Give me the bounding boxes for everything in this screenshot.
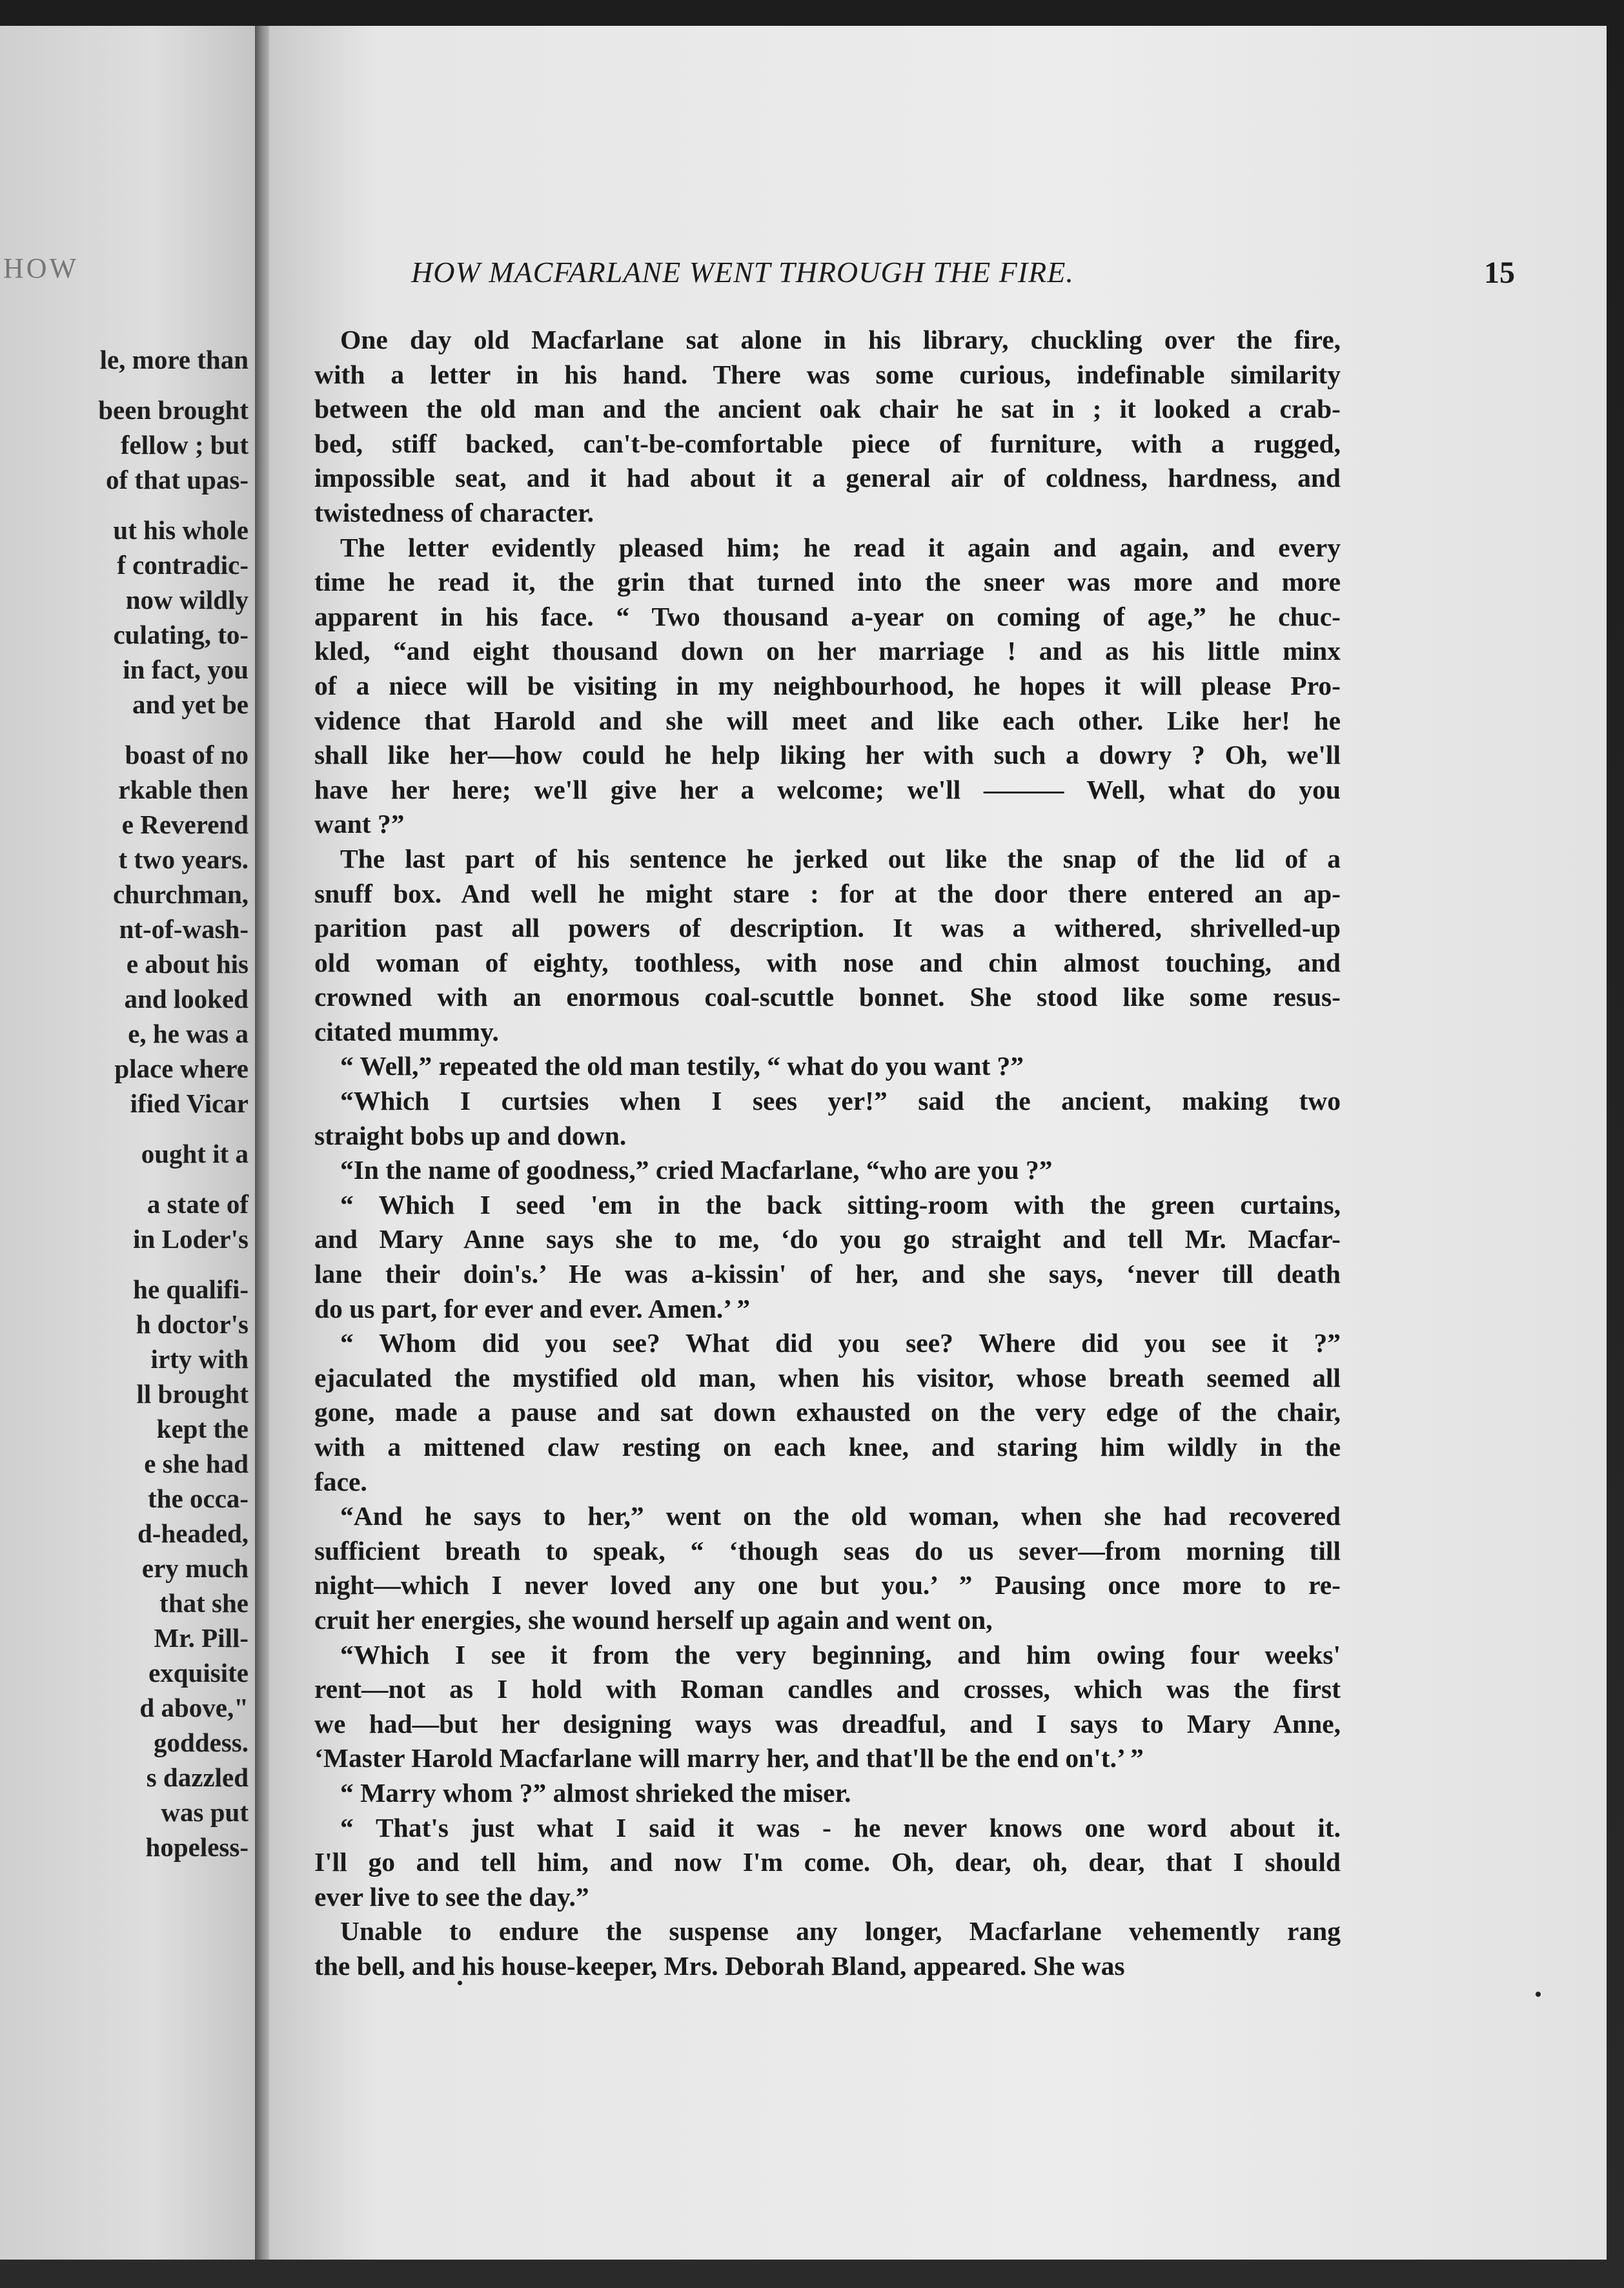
text-line: “ Which I seed 'em in the back sitting-room with the green curtains, — [340, 1189, 1341, 1220]
paragraph — [314, 1499, 1341, 1637]
left-page-line: now wildly — [125, 585, 249, 615]
text-line: cruit her energies, she wound herself up again and went on, — [314, 1604, 993, 1635]
left-page-line: was put — [161, 1797, 249, 1827]
book-gutter — [255, 26, 269, 2260]
left-page-line: ought it a — [141, 1139, 249, 1169]
text-line: time he read it, the grin that turned into the sneer was more and more — [314, 567, 1341, 597]
text-line: Unable to endure the suspense any longer, Macfarlane vehemently rang — [340, 1916, 1341, 1946]
left-page-line: Mr. Pill- — [154, 1623, 249, 1653]
left-page-line: e about his — [126, 949, 249, 979]
paragraph — [314, 323, 1341, 531]
text-line: crowned with an enormous coal-scuttle bonnet. She stood like some resus- — [314, 982, 1341, 1012]
left-page-line: hopeless- — [145, 1832, 249, 1862]
text-line: ejaculated the mystified old man, when his visitor, whose breath seemed all — [314, 1362, 1341, 1393]
left-page-line: irty with — [150, 1344, 249, 1374]
left-page-line: ut his whole — [113, 515, 249, 545]
left-page-line: s dazzled — [146, 1762, 249, 1792]
paragraph — [314, 1326, 1341, 1499]
text-line: parition past all powers of description. It was a withered, shrivelled-up — [314, 913, 1341, 943]
left-page-line: churchman, — [113, 879, 249, 909]
text-line: vidence that Harold and she will meet and like each other. Like her! he — [314, 705, 1341, 735]
left-page-line: been brought — [98, 395, 249, 425]
left-page-line: in Loder's — [133, 1224, 249, 1254]
margin-speck — [1536, 1992, 1541, 1997]
text-line: “ That's just what I said it was - he never knows one word about it. — [340, 1812, 1341, 1843]
text-line: “ Well,” repeated the old man testily, “ what do you want ?” — [340, 1051, 1024, 1081]
text-line: bed, stiff backed, can't-be-comfortable piece of furniture, with a rugged, — [314, 428, 1341, 458]
text-line: face. — [314, 1466, 367, 1496]
left-page-line: and looked — [124, 984, 249, 1014]
left-page-line: kept the — [156, 1414, 249, 1444]
text-line: and Mary Anne says she to me, ‘do you go straight and tell Mr. Macfar- — [314, 1224, 1341, 1254]
left-page-line: boast of no — [125, 740, 249, 770]
left-page-line — [0, 1256, 249, 1272]
left-page-line: goddess. — [154, 1728, 249, 1757]
left-page-line: f contradic- — [117, 550, 249, 580]
text-line: The letter evidently pleased him; he read it again and again, and every — [340, 532, 1341, 562]
left-page-line — [0, 1121, 249, 1136]
paragraph — [314, 531, 1341, 842]
text-line: want ?” — [314, 809, 405, 839]
text-line: have her here; we'll give her a welcome; we'll ——— Well, what do you — [314, 774, 1341, 804]
left-page-line: ery much — [141, 1553, 249, 1583]
paragraph — [314, 1776, 1341, 1811]
left-page-line: ified Vicar — [130, 1088, 249, 1118]
left-page-line: h doctor's — [136, 1309, 249, 1339]
left-page-line: that she — [159, 1588, 249, 1618]
left-page-line: e, he was a — [128, 1019, 249, 1048]
left-page-line — [0, 497, 249, 513]
left-page-text-column — [0, 342, 249, 1864]
paragraph — [314, 1188, 1341, 1326]
left-page-line: le, more than — [99, 345, 249, 374]
left-page-line: d above," — [139, 1693, 249, 1722]
left-page-line: ll brought — [136, 1379, 249, 1409]
text-line: citated mummy. — [314, 1016, 499, 1047]
text-line: “Which I curtsies when I sees yer!” said the ancient, making two — [340, 1086, 1341, 1116]
text-line: night—which I never loved any one but you.’ ” Pausing once more to re- — [314, 1570, 1341, 1600]
paragraph — [314, 842, 1341, 1050]
paragraph — [314, 1084, 1341, 1153]
left-page-line: e she had — [144, 1449, 249, 1478]
text-line: “ Whom did you see? What did you see? Where did you see it ?” — [340, 1328, 1341, 1358]
text-line: the bell, and his house-keeper, Mrs. Deborah Bland, appeared. She was — [314, 1950, 1125, 1981]
text-line: apparent in his face. “ Two thousand a-year on coming of age,” he chuc- — [314, 601, 1341, 631]
left-page-line — [0, 722, 249, 737]
left-page-line — [0, 377, 249, 393]
text-line: “In the name of goodness,” cried Macfarlane, “who are you ?” — [340, 1155, 1053, 1185]
text-line: “And he says to her,” went on the old woman, when she had recovered — [340, 1501, 1341, 1531]
text-line: impossible seat, and it had about it a general air of coldness, hardness, and — [314, 463, 1341, 493]
ink-speck — [458, 1981, 462, 1985]
text-line: twistedness of character. — [314, 497, 594, 527]
left-page-line: a state of — [147, 1189, 249, 1219]
left-page-line: t two years. — [118, 844, 249, 874]
paragraph — [314, 1049, 1341, 1084]
left-page-header-fragment: HOW — [3, 252, 79, 284]
paragraph — [314, 1153, 1341, 1188]
text-line: I'll go and tell him, and now I'm come. Oh, dear, oh, dear, that I should — [314, 1847, 1341, 1877]
left-page-line: culating, to- — [113, 620, 249, 649]
page-header — [411, 255, 1515, 294]
text-line: with a letter in his hand. There was some curious, indefinable similarity — [314, 359, 1341, 389]
text-line: snuff box. And well he might stare : for at the door there entered an ap- — [314, 878, 1341, 908]
left-page-line — [0, 1171, 249, 1187]
left-page-line: fellow ; but — [120, 430, 249, 460]
text-line: old woman of eighty, toothless, with nose and chin almost touching, and — [314, 947, 1341, 977]
left-page-line: of that upas- — [106, 465, 249, 495]
left-page-line: the occa- — [148, 1484, 249, 1513]
text-line: do us part, for ever and ever. Amen.’ ” — [314, 1293, 751, 1323]
text-line: ‘Master Harold Macfarlane will marry her, and that'll be the end on't.’ ” — [314, 1743, 1144, 1773]
text-line: sufficient breath to speak, “ ‘though seas do us sever—from morning till — [314, 1535, 1341, 1566]
text-line: with a mittened claw resting on each knee, and staring him wildly in the — [314, 1432, 1341, 1462]
text-line: One day old Macfarlane sat alone in his library, chuckling over the fire, — [340, 325, 1341, 354]
text-line: The last part of his sentence he jerked out like the snap of the lid of a — [340, 843, 1341, 873]
text-line: we had—but her designing ways was dreadful, and I says to Mary Anne, — [314, 1708, 1341, 1739]
left-page-line: nt-of-wash- — [119, 914, 249, 944]
left-page-line: e Reverend — [121, 810, 249, 839]
paragraph — [314, 1638, 1341, 1776]
left-page-line: and yet be — [132, 689, 249, 719]
text-line: shall like her—how could he help liking her with such a dowry ? Oh, we'll — [314, 740, 1341, 770]
body-text — [314, 323, 1341, 1984]
text-line: straight bobs up and down. — [314, 1120, 627, 1150]
text-line: gone, made a pause and sat down exhausted on the very edge of the chair, — [314, 1397, 1341, 1427]
text-line: lane their doin's.’ He was a-kissin' of her, and she says, ‘never till death — [314, 1259, 1341, 1289]
left-page-line: rkable then — [118, 775, 249, 804]
left-page-line: d-headed, — [137, 1518, 249, 1548]
paragraph — [314, 1811, 1341, 1915]
running-title: HOW MACFARLANE WENT THROUGH THE FIRE. — [411, 256, 1074, 289]
text-line: “Which I see it from the very beginning, and him owing four weeks' — [340, 1639, 1341, 1670]
text-line: ever live to see the day.” — [314, 1881, 589, 1912]
left-page-line: he qualifi- — [133, 1274, 249, 1304]
text-line: rent—not as I hold with Roman candles and crosses, which was the first — [314, 1674, 1341, 1704]
left-facing-page — [0, 26, 255, 2260]
left-page-line: place where — [114, 1054, 249, 1083]
left-page-line: in fact, you — [123, 655, 249, 684]
paragraph — [314, 1914, 1341, 1983]
text-line: kled, “and eight thousand down on her marriage ! and as his little minx — [314, 636, 1341, 666]
text-line: “ Marry whom ?” almost shrieked the miser. — [340, 1777, 851, 1808]
right-page — [269, 26, 1607, 2260]
text-line: between the old man and the ancient oak chair he sat in ; it looked a crab- — [314, 394, 1341, 424]
text-line: of a niece will be visiting in my neighbourhood, he hopes it will please Pro- — [314, 670, 1341, 700]
page-number: 15 — [1484, 256, 1515, 290]
left-page-line: exquisite — [148, 1658, 249, 1688]
